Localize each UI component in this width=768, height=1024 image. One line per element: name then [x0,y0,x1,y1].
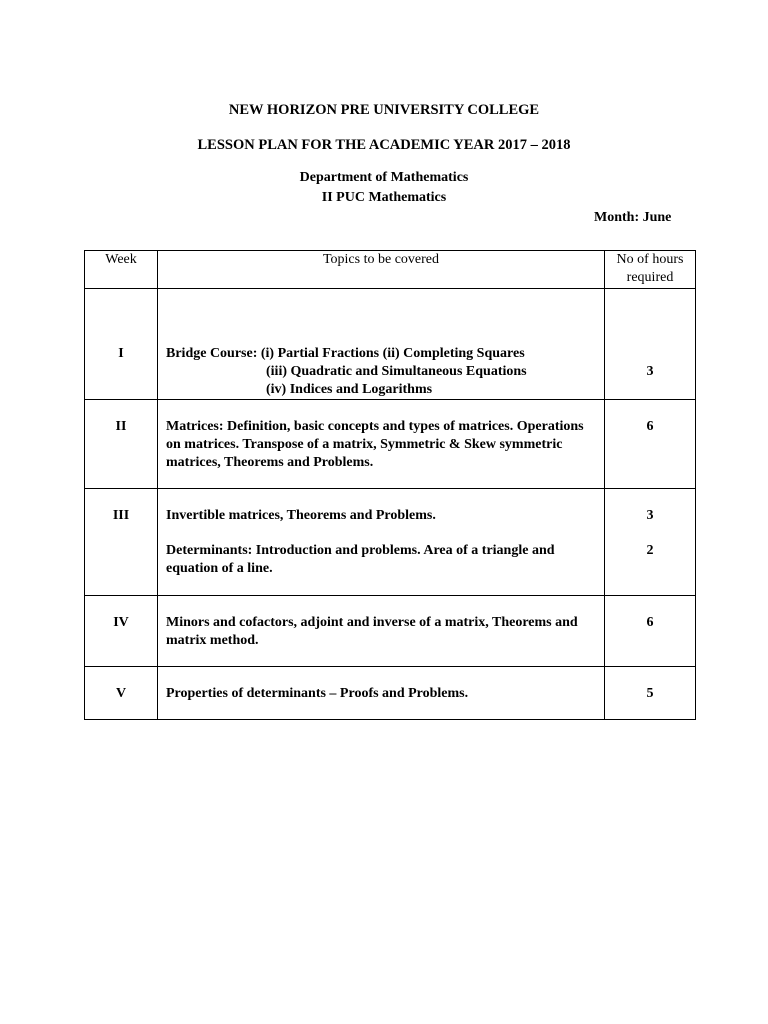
topic-cell [158,489,605,596]
hours-header-line-1: No of hours [616,252,684,267]
document-title: LESSON PLAN FOR THE ACADEMIC YEAR 2017 – 2018 [197,137,571,153]
hours-value-1: 3 [646,508,654,523]
column-header-hours [605,251,696,289]
college-name: NEW HORIZON PRE UNIVERSITY COLLEGE [228,102,540,118]
week-cell: I [85,289,158,400]
table-row [85,289,696,400]
topic-paragraph-1: Invertible matrices, Theorems and Problems. [166,508,436,523]
table-row [85,400,696,489]
department-name: Department of Mathematics [299,170,469,185]
table-header-row [85,251,696,289]
hours-cell: 6 [605,400,696,489]
topic-cell: Matrices: Definition, basic concepts and types of matrices. Operations on matrices. Transpose of a matrix, Symmetric & Skew symmetric matrices, Theorems and Problems. [158,400,605,489]
hours-cell: 5 [605,667,696,720]
week-cell: II [85,400,158,489]
topic-cell: Minors and cofactors, adjoint and inverse of a matrix, Theorems and matrix method. [158,596,605,667]
bridge-course-line-1: Bridge Course: (i) Partial Fractions (ii) Completing Squares [166,346,525,361]
column-header-topics: Topics to be covered [158,251,605,289]
hours-value-2: 2 [646,543,654,558]
course-name: II PUC Mathematics [321,190,447,205]
month-label: Month: June [594,210,672,225]
column-header-week: Week [85,251,158,289]
hours-cell [605,489,696,596]
lesson-plan-table [84,250,696,720]
hours-header-line-2: required [626,270,674,285]
bridge-course-line-3: (iv) Indices and Logarithms [266,382,433,397]
bridge-course-line-2: (iii) Quadratic and Simultaneous Equations [266,364,527,379]
week-cell: IV [85,596,158,667]
table-row [85,489,696,596]
week-cell: III [85,489,158,596]
hours-cell: 3 [605,289,696,400]
table-row [85,667,696,720]
week-cell: V [85,667,158,720]
hours-cell: 6 [605,596,696,667]
topic-paragraph-2: Determinants: Introduction and problems. Area of a triangle and equation of a line. [166,543,555,576]
table-row [85,596,696,667]
topic-cell [158,289,605,400]
topic-cell: Properties of determinants – Proofs and Problems. [158,667,605,720]
